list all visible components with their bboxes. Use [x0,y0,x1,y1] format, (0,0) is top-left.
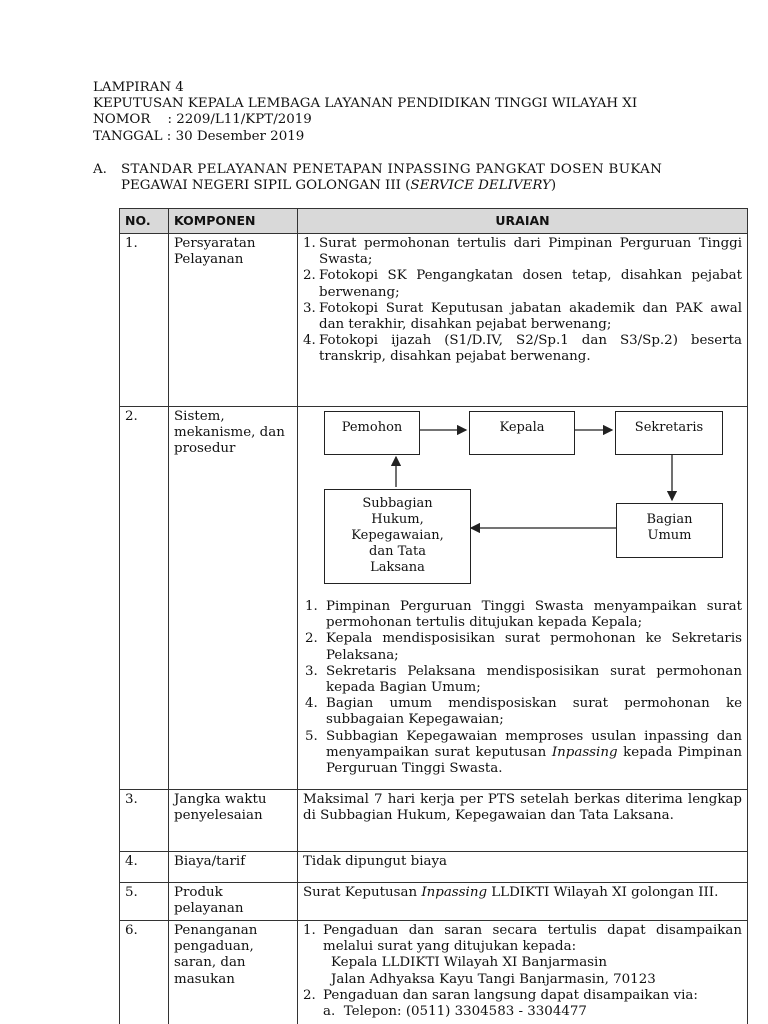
table-row [120,790,748,852]
address-line: Jalan Adhyaksa Kayu Tangi Banjarmasin, 70123 [331,971,656,987]
flow-box-subbagian: Subbagian Hukum, Kepegawaian, dan Tata Laksana [324,489,471,584]
header-uraian: URAIAN [298,209,748,234]
table-row [120,883,748,921]
row-uraian [298,921,748,1024]
service-standard-table [119,208,748,1024]
list-item: 3. Sekretaris Pelaksana mendisposisikan surat permohonan kepada Bagian Umum; [305,663,742,696]
list-item: 1. Surat permohonan tertulis dari Pimpinan Perguruan Tinggi Swasta; [303,236,742,268]
table-row [120,407,748,790]
flow-box-sekretaris: Sekretaris [615,411,723,455]
list-item: 4. Fotokopi ijazah (S1/D.IV, S2/Sp.1 dan S3/Sp.2) beserta transkrip, disahkan pejabat berwenang. [303,333,742,365]
flow-box-bagian-umum: Bagian Umum [616,503,723,558]
header-no: NO. [120,209,169,234]
row-number: 4. [120,852,169,883]
decree-title: KEPUTUSAN KEPALA LEMBAGA LAYANAN PENDIDIKAN TINGGI WILAYAH XI [93,96,638,112]
list-item: 5. Subbagian Kepegawaian memproses usulan inpassing dan menyampaikan surat keputusan Inpassing kepada Pimpinan Perguruan Tinggi Swasta. [305,728,742,777]
table-row [120,234,748,407]
sub-list-item: a. Telepon: (0511) 3304583 - 3304477 [323,1004,587,1020]
section-heading [93,162,753,194]
section-title-line1: STANDAR PELAYANAN PENETAPAN INPASSING PANGKAT DOSEN BUKAN [121,162,663,177]
row-komponen: Jangka waktu penyelesaian [169,790,298,852]
list-item: 3. Fotokopi Surat Keputusan jabatan akademik dan PAK awal dan terakhir, disahkan pejabat berwenang; [303,300,742,333]
row-komponen: Produk pelayanan [169,883,298,921]
row-komponen: Biaya/tarif [169,852,298,883]
table-header-row [120,209,748,234]
row-number: 1. [120,234,169,407]
row-uraian: Surat Keputusan Inpassing LLDIKTI Wilayah XI golongan III. [298,883,748,921]
section-letter: A. [93,162,107,177]
section-title-line2: PEGAWAI NEGERI SIPIL GOLONGAN III (SERVICE DELIVERY) [121,178,557,194]
list-item: 2. Kepala mendisposisikan surat permohonan ke Sekretaris Pelaksana; [305,631,742,663]
header-komponen: KOMPONEN [169,209,298,234]
row-komponen: Sistem, mekanisme, dan prosedur [169,407,298,790]
decree-number: NOMOR : 2209/L11/KPT/2019 [93,112,312,128]
list-item: 4. Bagian umum mendisposiskan surat permohonan ke subbagaian Kepegawaian; [305,696,742,728]
decree-date: TANGGAL : 30 Desember 2019 [93,128,305,144]
list-item: 2. Fotokopi SK Pengangkatan dosen tetap, disahkan pejabat berwenang; [303,268,742,300]
row-number: 6. [120,921,169,1024]
list-item: 2. Pengaduan dan saran langsung dapat disampaikan via: [303,987,698,1003]
row-number: 3. [120,790,169,852]
flow-box-kepala: Kepala [469,411,575,455]
row-number: 5. [120,883,169,921]
row-number: 2. [120,407,169,790]
row-komponen: Penanganan pengaduan, saran, dan masukan [169,921,298,1024]
row-uraian: Maksimal 7 hari kerja per PTS setelah berkas diterima lengkap di Subbagian Hukum, Kepegawaian dan Tata Laksana. [298,790,748,852]
flow-box-pemohon: Pemohon [324,411,420,455]
attachment-label: LAMPIRAN 4 [93,80,184,95]
list-item: 1. Pengaduan dan saran secara tertulis dapat disampaikan melalui surat yang ditujukan kepada: [303,923,742,955]
complaint-list [303,923,742,955]
row-komponen: Persyaratan Pelayanan [169,234,298,407]
address-line: Kepala LLDIKTI Wilayah XI Banjarmasin [331,955,607,971]
procedure-flowchart [303,409,742,599]
document-header [93,80,753,145]
procedure-list [305,599,742,777]
row-uraian [298,407,748,790]
row-uraian [298,234,748,407]
list-item: 1. Pimpinan Perguruan Tinggi Swasta menyampaikan surat permohonan tertulis ditujukan kepada Kepala; [305,599,742,631]
complaint-list [303,988,742,1004]
row-uraian: Tidak dipungut biaya [298,852,748,883]
requirements-list [303,236,742,366]
table-row [120,852,748,883]
table-row [120,921,748,1024]
